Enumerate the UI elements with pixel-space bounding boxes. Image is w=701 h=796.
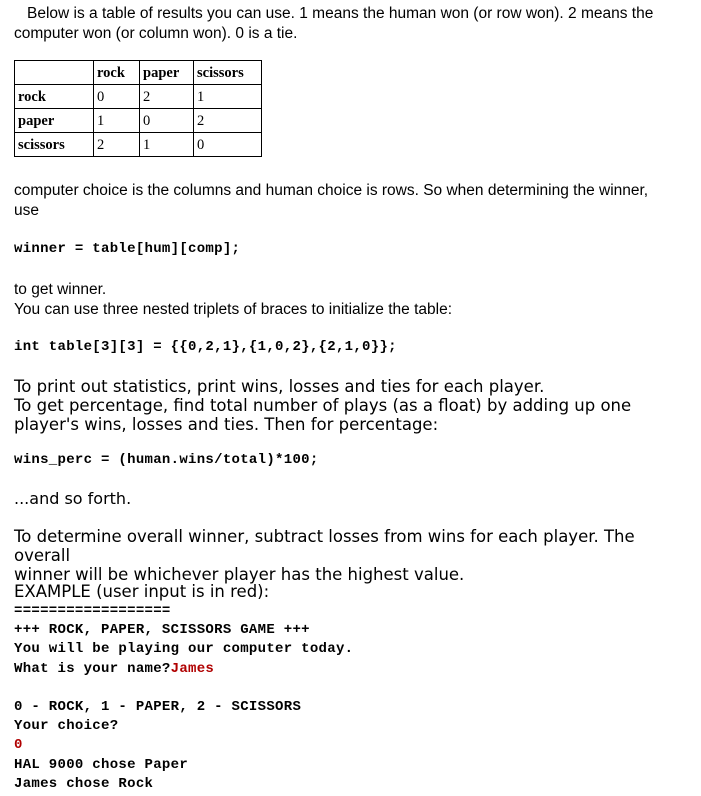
table-cell: 0 — [94, 85, 140, 109]
statistics-line-3: player's wins, losses and ties. Then for percentage: — [14, 415, 439, 434]
example-transcript — [14, 602, 353, 794]
table-row-label: paper — [15, 109, 94, 133]
winner-line-1: to get winner. — [14, 281, 107, 298]
statistics-line-1: To print out statistics, print wins, losses and ties for each player. — [14, 377, 545, 396]
table-header-cell: scissors — [194, 61, 262, 85]
transcript-intro: You will be playing our computer today. — [14, 641, 354, 658]
table-header-cell — [15, 61, 94, 85]
transcript-choice-prompt: Your choice? — [14, 718, 119, 735]
name-user-input: James — [170, 660, 215, 677]
intro-line-1: Below is a table of results you can use. 1 means the human won (or row won). 2 means the — [27, 5, 654, 22]
table-header-row — [15, 61, 262, 85]
overall-line-2: winner will be whichever player has the highest value. — [14, 565, 465, 584]
transcript-name-line — [14, 660, 353, 679]
transcript-separator: ================== — [14, 603, 171, 619]
transcript-human-choice: James chose Rock — [14, 775, 154, 792]
table-row-label: scissors — [15, 133, 94, 157]
overall-line-1: To determine overall winner, subtract losses from wins for each player. The overall — [14, 527, 635, 565]
example-heading: EXAMPLE (user input is in red): — [14, 582, 270, 601]
code-percentage-statement: wins_perc = (human.wins/total)*100; — [14, 452, 319, 468]
transcript-title: +++ ROCK, PAPER, SCISSORS GAME +++ — [14, 622, 310, 639]
winner-line-2: You can use three nested triplets of braces to initialize the table: — [14, 301, 453, 318]
table-row — [15, 85, 262, 109]
table-row-label: rock — [15, 85, 94, 109]
table-cell: 0 — [194, 133, 262, 157]
winner-paragraph — [14, 280, 689, 320]
transcript-computer-choice: HAL 9000 chose Paper — [14, 756, 189, 773]
table-cell: 2 — [94, 133, 140, 157]
statistics-paragraph — [14, 377, 664, 434]
code-winner-statement: winner = table[hum][comp]; — [14, 241, 241, 257]
table-header-cell: paper — [140, 61, 194, 85]
intro-line-2: computer won (or column won). 0 is a tie. — [14, 25, 298, 42]
transcript-blank-line — [14, 679, 353, 698]
results-table — [14, 60, 262, 157]
table-cell: 0 — [140, 109, 194, 133]
columns-line-2: use — [14, 202, 39, 219]
name-prompt: What is your name? — [14, 660, 171, 677]
columns-line-1: computer choice is the columns and human choice is rows. So when determining the winner, — [14, 182, 649, 199]
table-header-cell: rock — [94, 61, 140, 85]
choice-user-input: 0 — [14, 737, 23, 754]
table-row — [15, 109, 262, 133]
table-cell: 2 — [194, 109, 262, 133]
code-table-initializer: int table[3][3] = {{0,2,1},{1,0,2},{2,1,0}}; — [14, 339, 397, 355]
columns-paragraph — [14, 181, 689, 221]
statistics-line-2: To get percentage, find total number of plays (as a float) by adding up one — [14, 396, 632, 415]
table-cell: 1 — [94, 109, 140, 133]
table-row — [15, 133, 262, 157]
table-cell: 1 — [140, 133, 194, 157]
table-cell: 1 — [194, 85, 262, 109]
table-cell: 2 — [140, 85, 194, 109]
intro-paragraph — [14, 4, 689, 44]
and-so-forth-text: ...and so forth. — [14, 489, 132, 508]
overall-winner-paragraph — [14, 527, 689, 584]
transcript-options: 0 - ROCK, 1 - PAPER, 2 - SCISSORS — [14, 698, 302, 715]
